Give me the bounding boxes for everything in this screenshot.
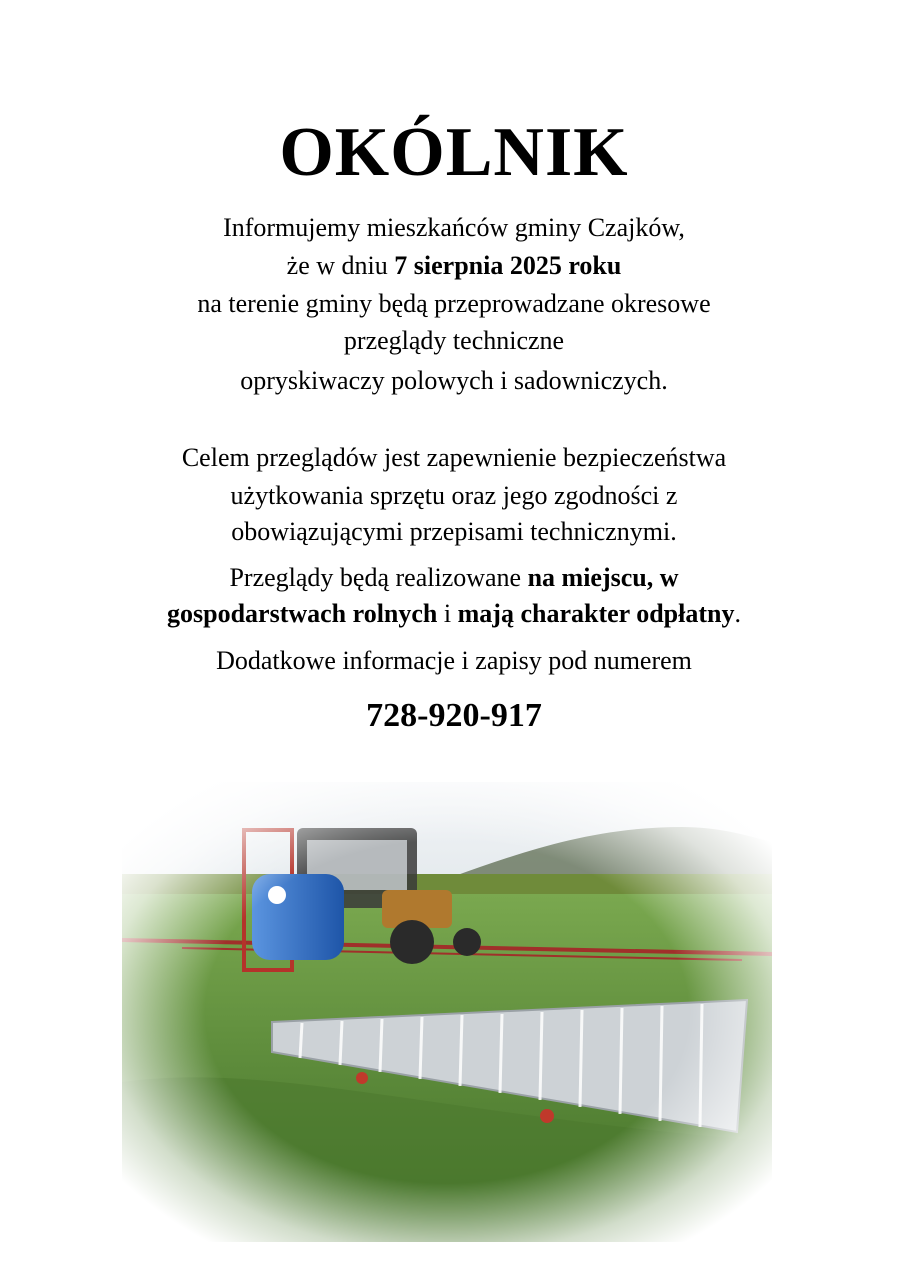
sprayer-photo bbox=[122, 782, 772, 1242]
intro-line-2-text: że w dniu bbox=[286, 251, 395, 280]
details-line-1 bbox=[0, 562, 908, 594]
photo-vignette bbox=[122, 782, 772, 1242]
purpose-line-2: użytkowania sprzętu oraz jego zgodności z bbox=[230, 481, 678, 510]
phone-number: 728-920-917 bbox=[366, 697, 542, 734]
intro-line-3: na terenie gminy będą przeprowadzane okresowe bbox=[197, 289, 711, 318]
purpose-line-3: obowiązującymi przepisami technicznymi. bbox=[231, 517, 677, 546]
intro-line-5: opryskiwaczy polowych i sadowniczych. bbox=[240, 366, 668, 395]
details-paid: mają charakter odpłatny bbox=[457, 599, 735, 628]
purpose-line-1: Celem przeglądów jest zapewnienie bezpieczeństwa bbox=[181, 443, 727, 472]
page-title: OKÓLNIK bbox=[279, 114, 629, 191]
details-line-1-text: Przeglądy będą realizowane bbox=[229, 563, 528, 592]
intro-line-2 bbox=[0, 250, 908, 282]
details-connector: i bbox=[437, 599, 458, 628]
details-period: . bbox=[734, 599, 741, 628]
details-location: na miejscu, w bbox=[527, 563, 679, 592]
info-line: Dodatkowe informacje i zapisy pod numerem bbox=[216, 646, 692, 675]
details-farms: gospodarstwach rolnych bbox=[167, 599, 438, 628]
details-line-2 bbox=[0, 598, 908, 630]
inspection-date: 7 sierpnia 2025 roku bbox=[394, 251, 622, 280]
intro-line-1: Informujemy mieszkańców gminy Czajków, bbox=[223, 213, 685, 242]
intro-line-4: przeglądy techniczne bbox=[343, 326, 565, 355]
